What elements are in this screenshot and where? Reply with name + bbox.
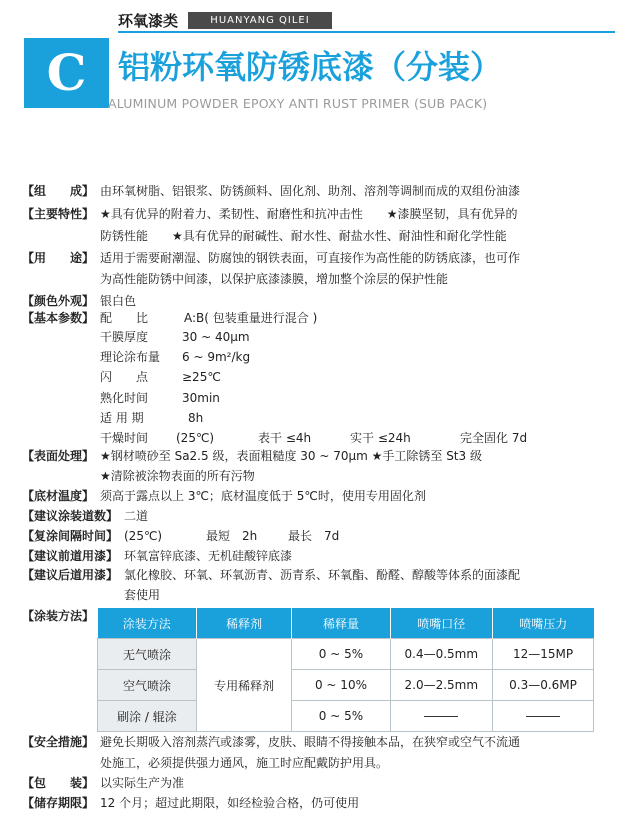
- param-film-value: 30 ~ 40μm: [182, 330, 250, 344]
- safety-line-2: 处施工，必须提供强力通风，施工时应配戴防护用具。: [100, 756, 389, 770]
- usage-line-1: 适用于需要耐潮湿、防腐蚀的钢铁表面，可直接作为高性能的防锈底漆，也可作: [100, 251, 521, 265]
- table-header: 喷嘴口径: [390, 608, 493, 639]
- storage-label: 【储存期限】: [22, 796, 95, 810]
- usage-line-2: 为高性能防锈中间漆，以保护底漆漆膜，增加整个涂层的保护性能: [100, 272, 449, 286]
- brand-label: HUANYANG QILEI: [188, 12, 332, 29]
- application-method-table: [97, 608, 594, 732]
- pressure-cell-empty: [493, 701, 594, 732]
- table-row: [98, 639, 594, 670]
- next-coat-line-2: 套使用: [124, 588, 161, 602]
- param-coverage-name: 理论涂布量: [100, 350, 161, 364]
- substrate-temp-text: 须高于露点以上 3℃；底材温度低于 5℃时，使用专用固化剂: [100, 489, 426, 503]
- recoat-min: 最短 2h: [206, 529, 258, 543]
- next-coat-label: 【建议后道用漆】: [22, 568, 119, 582]
- packing-text: 以实际生产为准: [100, 776, 185, 790]
- composition-text: 由环氧树脂、铝银浆、防锈颜料、固化剂、助剂、溶剂等调制而成的双组份油漆: [100, 184, 521, 198]
- category-title: 环氧漆类: [118, 12, 179, 30]
- surface-line-1: ★钢材喷砂至 Sa2.5 级，表面粗糙度 30 ~ 70μm ★手工除锈至 St3 级: [100, 449, 482, 463]
- storage-text: 12 个月；超过此期限，如经检验合格，仍可使用: [100, 796, 360, 810]
- amount-cell: 0 ~ 5%: [292, 639, 390, 670]
- param-ratio-value: A:B( 包装重量进行混合 ): [184, 311, 318, 325]
- surface-line-2: ★清除被涂物表面的所有污物: [100, 469, 255, 483]
- param-flash-name: 闪 点: [100, 370, 149, 384]
- method-cell: 刷涂 / 辊涂: [98, 701, 197, 732]
- prev-coat-text: 环氧富锌底漆、无机硅酸锌底漆: [124, 549, 293, 563]
- param-cure-value: 30min: [182, 391, 220, 405]
- appearance-text: 银白色: [100, 294, 137, 308]
- features-line-2: 防锈性能 ★具有优异的耐碱性、耐水性、耐盐水性、耐油性和耐化学性能: [100, 229, 507, 243]
- param-potlife-name: 适 用 期: [100, 411, 144, 425]
- recoat-label: 【复涂间隔时间】: [22, 529, 119, 543]
- recoat-temp: (25℃): [124, 529, 163, 543]
- product-title: 铝粉环氧防锈底漆（分装）: [118, 48, 503, 86]
- substrate-temp-label: 【底材温度】: [22, 489, 95, 503]
- table-row: [98, 670, 594, 701]
- param-dry-name: 干燥时间: [100, 431, 149, 445]
- table-header: 涂装方法: [98, 608, 197, 639]
- thinner-cell: 专用稀释剂: [196, 639, 292, 732]
- param-potlife-value: 8h: [188, 411, 204, 425]
- method-cell: 空气喷涂: [98, 670, 197, 701]
- header-rule: [118, 31, 615, 33]
- table-header: 喷嘴压力: [493, 608, 594, 639]
- safety-line-1: 避免长期吸入溶剂蒸汽或漆雾，皮肤、眼睛不得接触本品，在狭窄或空气不流通: [100, 735, 521, 749]
- table-row: [98, 701, 594, 732]
- param-dry-hard: 实干 ≤24h: [350, 431, 411, 445]
- method-label: 【涂装方法】: [22, 609, 95, 623]
- amount-cell: 0 ~ 10%: [292, 670, 390, 701]
- dash-mark: [526, 716, 560, 717]
- appearance-label: 【颜色外观】: [22, 294, 95, 308]
- amount-cell: 0 ~ 5%: [292, 701, 390, 732]
- param-dry-temp: (25℃): [176, 431, 215, 445]
- category-letter-badge: C: [24, 38, 109, 108]
- usage-label: 【用 途】: [22, 251, 95, 265]
- coats-text: 二道: [124, 509, 149, 523]
- param-film-name: 干膜厚度: [100, 330, 149, 344]
- recoat-max: 最长 7d: [288, 529, 340, 543]
- packing-label: 【包 装】: [22, 776, 95, 790]
- table-header: 稀释量: [292, 608, 390, 639]
- nozzle-cell: 0.4—0.5mm: [390, 639, 493, 670]
- table-header-row: [98, 608, 594, 639]
- composition-label: 【组 成】: [22, 184, 95, 198]
- method-cell: 无气喷涂: [98, 639, 197, 670]
- nozzle-cell-empty: [390, 701, 493, 732]
- product-title-en: ALUMINUM POWDER EPOXY ANTI RUST PRIMER (SUB PACK): [108, 96, 488, 111]
- prev-coat-label: 【建议前道用漆】: [22, 549, 119, 563]
- param-cure-name: 熟化时间: [100, 391, 149, 405]
- coats-label: 【建议涂装道数】: [22, 509, 119, 523]
- surface-label: 【表面处理】: [22, 449, 95, 463]
- param-dry-full: 完全固化 7d: [460, 431, 528, 445]
- param-flash-value: ≥25℃: [182, 370, 221, 384]
- pressure-cell: 0.3—0.6MP: [493, 670, 594, 701]
- nozzle-cell: 2.0—2.5mm: [390, 670, 493, 701]
- param-dry-surface: 表干 ≤4h: [258, 431, 312, 445]
- features-label: 【主要特性】: [22, 207, 95, 221]
- param-ratio-name: 配 比: [100, 311, 149, 325]
- safety-label: 【安全措施】: [22, 735, 95, 749]
- params-label: 【基本参数】: [22, 311, 95, 325]
- param-coverage-value: 6 ~ 9m²/kg: [182, 350, 251, 364]
- table-header: 稀释剂: [196, 608, 292, 639]
- next-coat-line-1: 氯化橡胶、环氧、环氧沥青、沥青系、环氧酯、酚醛、醇酸等体系的面漆配: [124, 568, 521, 582]
- pressure-cell: 12—15MP: [493, 639, 594, 670]
- dash-mark: [424, 716, 458, 717]
- features-line-1: ★具有优异的附着力、柔韧性、耐磨性和抗冲击性 ★漆膜坚韧，具有优异的: [100, 207, 518, 221]
